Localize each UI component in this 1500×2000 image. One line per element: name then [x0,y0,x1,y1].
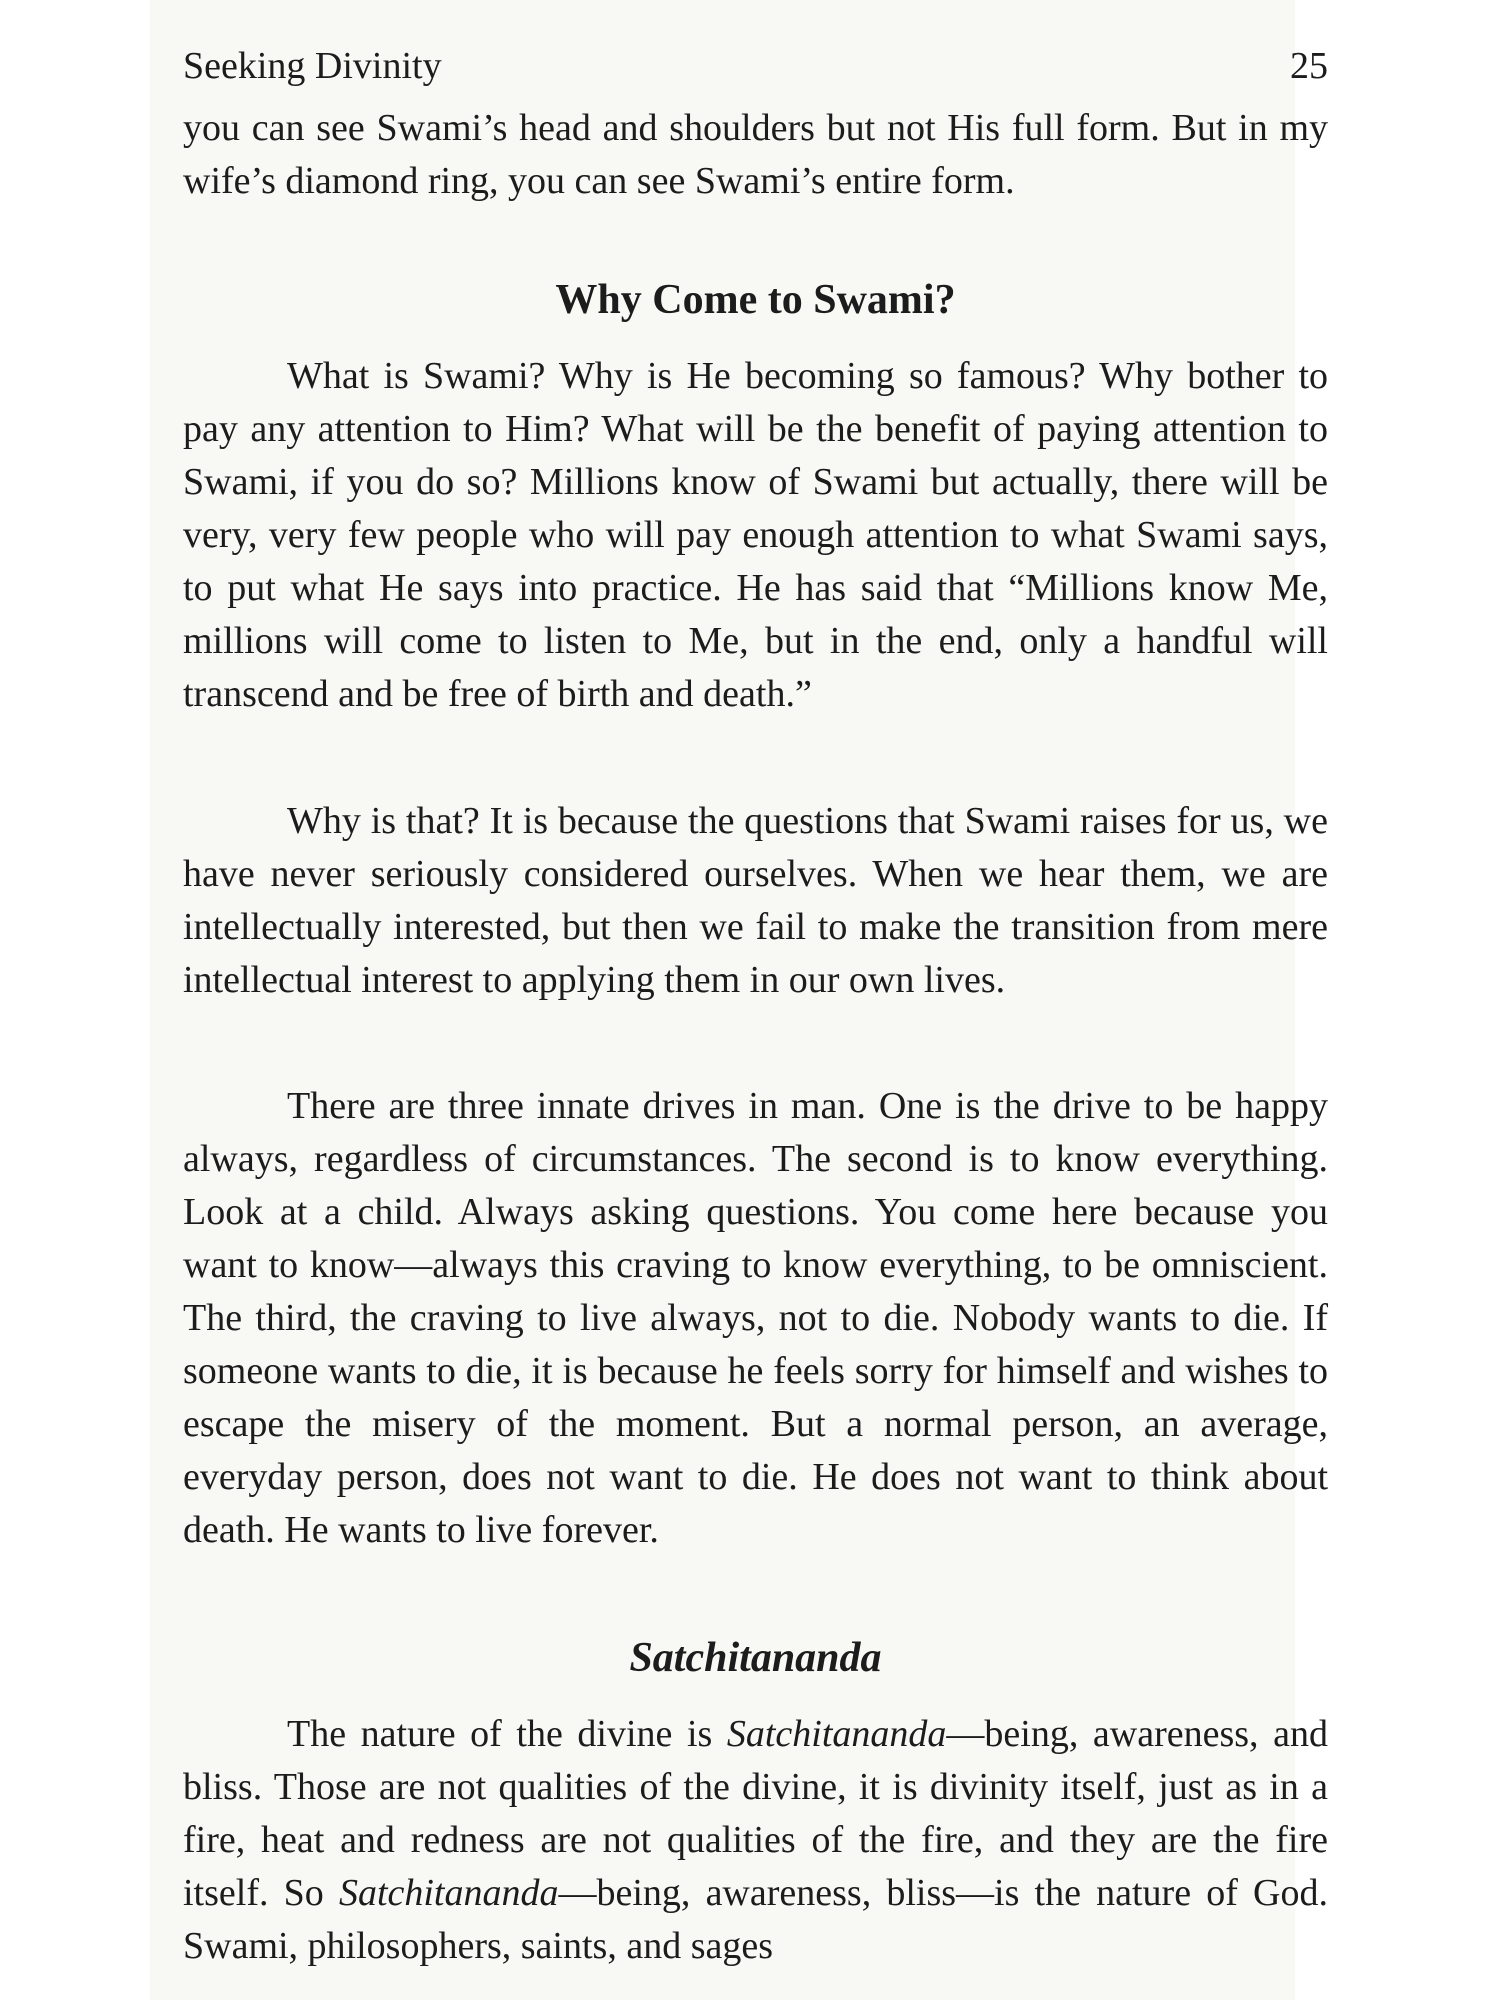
section-heading-why-come: Why Come to Swami? [555,277,956,323]
running-header [183,44,1328,94]
p1-end: —being, awareness, bliss—is the nature of God. Swami, philosophers, saints, and sages [183,1872,1328,1967]
running-title: Seeking Divinity [183,45,442,87]
section1-paragraph-2-block [183,795,1328,1007]
section-why-come [183,272,1328,328]
term-satchitananda: Satchitananda [726,1713,947,1755]
section2-paragraph-1 [183,1708,1328,1973]
continuation-block [183,102,1328,208]
term-satchitananda-2: Satchitananda [338,1872,559,1914]
continuation-paragraph: you can see Swami’s head and shoulders but not His full form. But in my wife’s diamond ring, you can see Swami’s entire form. [183,107,1328,202]
section1-paragraph-3-block [183,1080,1328,1557]
section-satchitananda [183,1630,1328,1686]
section1-paragraph-2: Why is that? It is because the questions that Swami raises for us, we have never seriously considered ourselves. When we hear them, we are intellectually interested, but then we fail to make the transition from mere intellectual interest to applying them in our own lives. [183,800,1328,1001]
section-heading-satchitananda: Satchitananda [629,1635,882,1681]
page-number: 25 [1290,45,1328,87]
p1-start: The nature of the divine is [287,1713,727,1755]
section1-paragraph-1-block [183,350,1328,721]
section2-paragraph-1-block [183,1708,1328,1973]
section1-paragraph-3: There are three innate drives in man. One is the drive to be happy always, regardless of circumstances. The second is to know everything. Look at a child. Always asking questions. You come here because you want to know—always this craving to know everything, to be omniscient. The third, the craving to live always, not to die. Nobody wants to die. If someone wants to die, it is because he feels sorry for himself and wishes to escape the misery of the moment. But a normal person, an average, everyday person, does not want to die. He does not want to think about death. He wants to live forever. [183,1085,1328,1551]
section1-paragraph-1: What is Swami? Why is He becoming so famous? Why bother to pay any attention to Him? What will be the benefit of paying attention to Swami, if you do so? Millions know of Swami but actually, there will be very, very few people who will pay enough attention to what Swami says, to put what He says into practice. He has said that “Millions know Me, millions will come to listen to Me, but in the end, only a handful will transcend and be free of birth and death.” [183,355,1328,715]
p1-mid: —being, awareness, and bliss. Those are not qualities of the divine, it is divinity itself, just as in a fire, heat and redness are not qualities of the fire, and they are the fire itself. So [183,1713,1328,1914]
